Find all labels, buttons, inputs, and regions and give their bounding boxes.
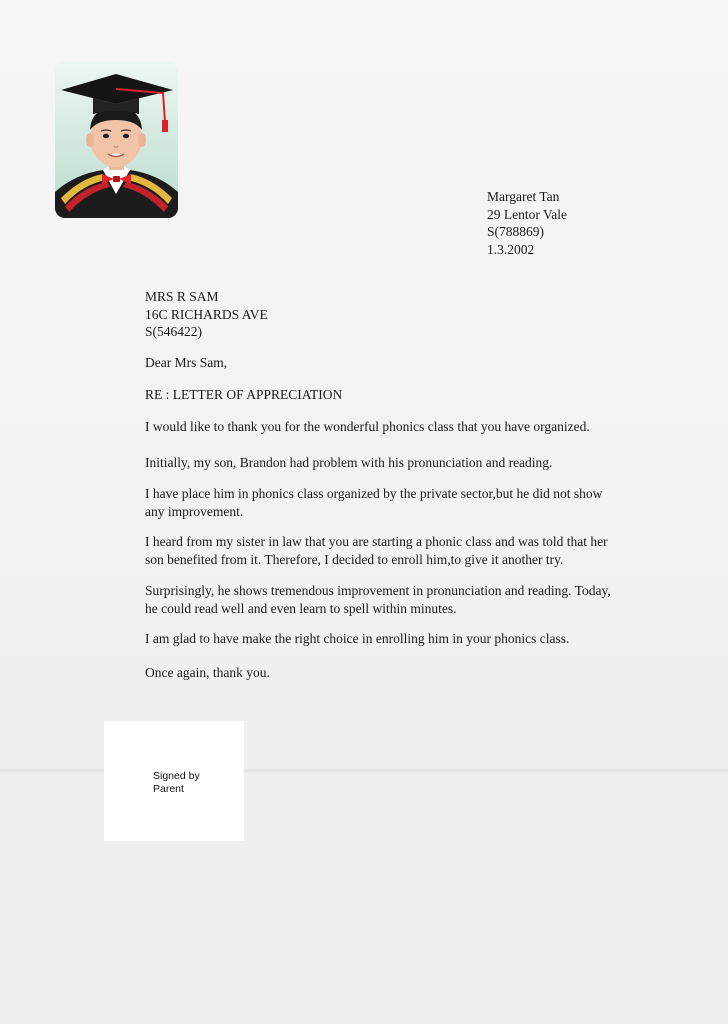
salutation: Dear Mrs Sam, bbox=[145, 355, 228, 370]
body-paragraph: I would like to thank you for the wonderful phonics class that you have organized. bbox=[145, 419, 590, 434]
recipient-name: MRS R SAM bbox=[145, 289, 219, 304]
body-paragraph: I heard from my sister in law that you are starting a phonic class and was told that her son benefited from it. Therefore, I decided to enroll him,to give it another try. bbox=[145, 534, 608, 567]
body-paragraph: Initially, my son, Brandon had problem with his pronunciation and reading. bbox=[145, 455, 553, 470]
subject-line: RE : LETTER OF APPRECIATION bbox=[145, 387, 343, 402]
recipient-address bbox=[145, 288, 268, 341]
sender-street: 29 Lentor Vale bbox=[487, 206, 567, 222]
sender-name: Margaret Tan bbox=[487, 189, 560, 204]
student-photo bbox=[55, 62, 178, 218]
body-paragraph: I am glad to have make the right choice in enrolling him in your phonics class. bbox=[145, 631, 570, 646]
signature-label: Signed by Parent bbox=[153, 770, 200, 795]
recipient-postal: S(546422) bbox=[145, 324, 202, 339]
closing-line: Once again, thank you. bbox=[145, 665, 270, 680]
sender-postal: S(788869) bbox=[487, 224, 544, 239]
letter-date: 1.3.2002 bbox=[487, 241, 535, 257]
recipient-street: 16C RICHARDS AVE bbox=[145, 306, 268, 322]
body-paragraph: I have place him in phonics class organized by the private sector,but he did not show any improvement. bbox=[145, 486, 603, 519]
body-paragraph: Surprisingly, he shows tremendous improvement in pronunciation and reading. Today, he could read well and even learn to spell within minutes. bbox=[145, 583, 611, 616]
signature-box bbox=[104, 721, 244, 841]
sender-address bbox=[487, 188, 567, 258]
